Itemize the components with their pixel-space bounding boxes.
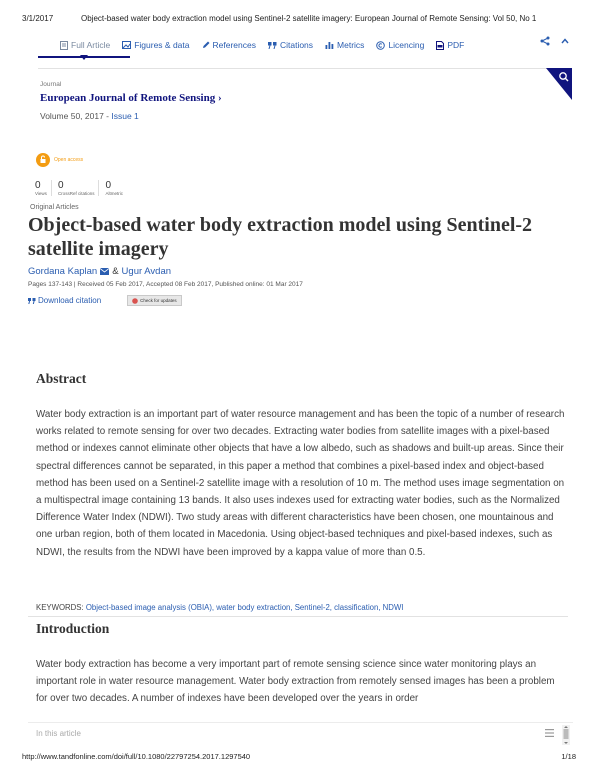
metric-altmetric (105, 180, 127, 196)
print-title: Object-based water body extraction model using Sentinel-2 satellite imagery: European Journal of Remote Sensing: Vol 50, No 1 (81, 14, 537, 23)
in-article-divider (28, 722, 573, 723)
tab-references[interactable] (202, 36, 256, 54)
metric-label: CrossRef citations (57, 191, 95, 196)
author-separator: & (112, 266, 119, 277)
keywords-label: KEYWORDS: (36, 603, 86, 612)
metric-views (35, 180, 52, 196)
menu-icon[interactable] (545, 729, 554, 737)
tab-label: Full Article (71, 40, 111, 50)
publication-dates: Pages 137-143 | Received 05 Feb 2017, Accepted 08 Feb 2017, Published online: 01 Mar 2017 (28, 281, 303, 288)
in-this-article-label[interactable]: In this article (36, 729, 81, 738)
share-icon[interactable] (540, 36, 550, 46)
tab-label: Licencing (388, 40, 425, 50)
download-citation-link[interactable] (28, 296, 101, 305)
tab-label: Citations (279, 40, 314, 50)
abstract-text: Water body extraction is an important part of water resource management and has been the topic of a number of research works related to remote sensing for over two decades. Extracting water bodies from satellite images with a pixel-based method or indexes cannot eliminate other objects that have a low albedo, such as shadows and built-up areas. Since their spectral differences cannot be separated, in this paper a method that combines a pixel-based index and object-based method has been used on a Sentinel-2 satellite image with a resolution of 10 m. The method uses image segmentation on a multispectral image containing 13 bands. It also uses indexes used for extracting water bodies, such as the Normalized Difference Water Index (NDWI). Two study areas with different characteristics have been chosen, one mountainous and one urban region, both of them located in Macedonia. Using object-based techniques and pixel-based indexes, such as NDWI, the results from the NDWI have been improved by a kappa value of more than 0.5. (36, 409, 565, 558)
search-icon[interactable] (546, 68, 572, 100)
keywords (36, 603, 403, 612)
citation-row (28, 295, 182, 306)
pencil-icon (202, 41, 210, 49)
open-access-label: Open access (54, 157, 84, 163)
tab-pdf[interactable] (436, 36, 464, 54)
tab-label: Metrics (337, 40, 365, 50)
active-tab-pointer (80, 55, 88, 60)
author-link[interactable]: Gordana Kaplan (28, 266, 98, 277)
pdf-icon (436, 41, 444, 50)
introduction-heading: Introduction (36, 621, 110, 636)
introduction-text: Water body extraction has become a very important part of remote sensing science since water monitoring plays an important role in water resource management. Water body extraction from remotely sensed images has been a problem for over two decades. A number of indexes have been developed over the years in order (36, 659, 555, 705)
tab-label: References (212, 40, 256, 50)
journal-label: Journal (40, 81, 62, 88)
page-number: 1/18 (561, 752, 576, 761)
document-icon (60, 41, 68, 50)
metric-value: 0 (35, 180, 41, 191)
metric-crossref (58, 180, 100, 196)
metric-label: Altmetric (105, 191, 123, 196)
print-date: 3/1/2017 (22, 14, 54, 23)
open-access-icon (36, 153, 50, 167)
bar-chart-icon (325, 41, 334, 49)
quote-icon (28, 298, 36, 304)
volume-text: Volume 50, 2017 - (40, 111, 112, 121)
journal-name-link[interactable] (40, 92, 222, 104)
volume-info (40, 111, 139, 121)
article-type: Original Articles (30, 204, 79, 211)
tab-label: PDF (447, 40, 465, 50)
article-title: Object-based water body extraction model using Sentinel-2 satellite imagery (28, 214, 533, 260)
crossmark-icon (132, 298, 138, 304)
tab-figures[interactable] (122, 36, 189, 54)
keywords-list[interactable]: Object-based image analysis (OBIA), water body extraction, Sentinel-2, classification, NDWI (85, 603, 404, 612)
scrollbar[interactable] (562, 725, 570, 745)
metric-label: Views (35, 191, 47, 196)
tab-label: Figures & data (134, 40, 190, 50)
check-updates-button[interactable] (127, 295, 182, 306)
authors (28, 266, 171, 277)
quote-icon (268, 42, 277, 49)
keywords-divider (28, 616, 568, 617)
header-divider (38, 68, 566, 69)
in-article-bar (0, 722, 600, 746)
tab-metrics[interactable] (325, 36, 364, 54)
tab-full-article[interactable] (60, 36, 110, 54)
author-link[interactable]: Ugur Avdan (121, 266, 172, 277)
toolbar-tools (540, 36, 570, 46)
download-citation-label: Download citation (38, 296, 102, 305)
journal-name: European Journal of Remote Sensing (40, 92, 216, 104)
abstract-heading: Abstract (36, 371, 87, 386)
copyright-icon (376, 41, 385, 50)
issue-link[interactable]: Issue 1 (111, 111, 139, 121)
metric-value: 0 (105, 180, 112, 191)
metric-value: 0 (57, 180, 64, 191)
image-icon (122, 41, 131, 49)
check-updates-label: Check for updates (140, 298, 177, 303)
envelope-icon[interactable] (100, 268, 109, 275)
article-metrics (35, 180, 133, 196)
chevron-right-icon: › (217, 92, 222, 104)
chevron-up-icon[interactable] (560, 36, 570, 46)
page-url: http://www.tandfonline.com/doi/full/10.1080/22797254.2017.1297540 (22, 752, 251, 761)
tab-licencing[interactable] (376, 36, 424, 54)
article-tabbar (60, 36, 476, 54)
tab-citations[interactable] (268, 36, 313, 54)
